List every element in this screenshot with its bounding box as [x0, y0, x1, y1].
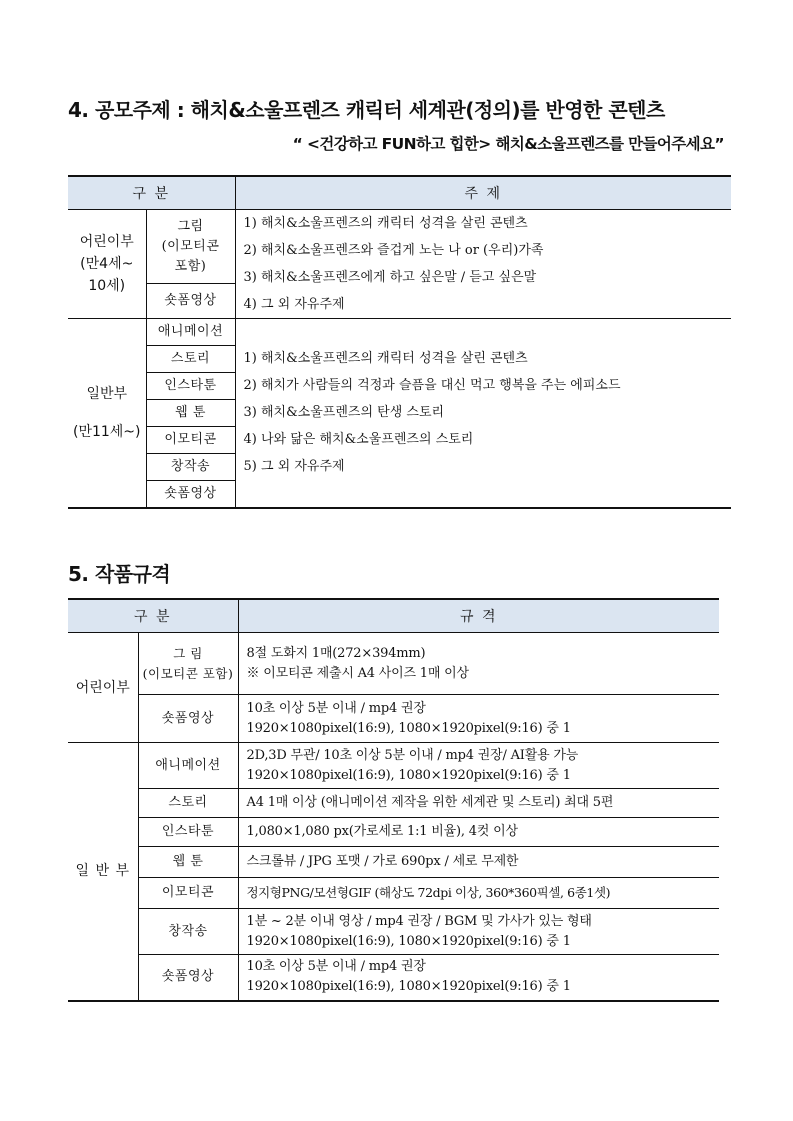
spec-header-category: 구 분	[68, 599, 238, 633]
spec-general-shortform: 숏폼영상	[138, 955, 238, 1001]
spec-general-instatoon: 인스타툰	[138, 818, 238, 847]
spec-general-shortform-desc: 10초 이상 5분 이내 / mp4 권장 1920×1080pixel(16:9), 1080×1920pixel(9:16) 중 1	[238, 955, 719, 1001]
spec-kids-shortform-desc: 10초 이상 5분 이내 / mp4 권장 1920×1080pixel(16:9), 1080×1920pixel(9:16) 중 1	[238, 695, 719, 743]
topic-table	[68, 175, 731, 509]
spec-table	[68, 598, 719, 1002]
topic-kids-drawing: 그림 (이모티콘 포함)	[146, 210, 235, 284]
spec-general-story: 스토리	[138, 789, 238, 818]
section5-title: 5. 작품규격	[68, 562, 171, 586]
section4-title: 4. 공모주제 : 해치&소울프렌즈 캐릭터 세계관(정의)를 반영한 콘텐츠	[68, 98, 665, 122]
topic-kids-shortform: 숏폼영상	[146, 284, 235, 319]
spec-general-animation: 애니메이션	[138, 743, 238, 789]
spec-general-instatoon-desc: 1,080×1,080 px(가로세로 1:1 비율), 4컷 이상	[238, 818, 719, 847]
spec-kids-drawing-desc: 8절 도화지 1매(272×394mm) ※ 이모티콘 제출시 A4 사이즈 1매 이상	[238, 633, 719, 695]
topic-general-group: 일반부 (만11세~)	[68, 319, 146, 508]
topic-kids-items: 1) 해치&소울프렌즈의 캐릭터 성격을 살린 콘텐츠 2) 해치&소울프렌즈와 즐겁게 노는 나 or (우리)가족 3) 해치&소울프렌즈에게 하고 싶은말 / 듣고 싶은말 4) 그 외 자유주제	[235, 210, 731, 319]
topic-header-category: 구 분	[68, 176, 235, 210]
topic-general-sub: 창작송	[146, 454, 235, 481]
section4-subtitle: “ <건강하고 FUN하고 힙한> 해치&소울프렌즈를 만들어주세요”	[292, 135, 724, 153]
spec-header-spec: 규 격	[238, 599, 719, 633]
topic-general-sub: 인스타툰	[146, 373, 235, 400]
spec-general-animation-desc: 2D,3D 무관/ 10초 이상 5분 이내 / mp4 권장/ AI활용 가능 1920×1080pixel(16:9), 1080×1920pixel(9:16) 중 1	[238, 743, 719, 789]
spec-general-emoticon: 이모티콘	[138, 878, 238, 909]
spec-kids-group: 어린이부	[68, 633, 138, 743]
spec-general-song: 창작송	[138, 909, 238, 955]
topic-general-sub: 스토리	[146, 346, 235, 373]
spec-general-song-desc: 1분 ~ 2분 이내 영상 / mp4 권장 / BGM 및 가사가 있는 형태 1920×1080pixel(16:9), 1080×1920pixel(9:16) 중 1	[238, 909, 719, 955]
spec-general-emoticon-desc: 정지형PNG/모션형GIF (해상도 72dpi 이상, 360*360픽셀, 6종1셋)	[238, 878, 719, 909]
topic-general-sub: 웹 툰	[146, 400, 235, 427]
spec-general-webtoon: 웹 툰	[138, 847, 238, 878]
spec-kids-shortform: 숏폼영상	[138, 695, 238, 743]
topic-general-sub: 이모티콘	[146, 427, 235, 454]
topic-general-items: 1) 해치&소울프렌즈의 캐릭터 성격을 살린 콘텐츠 2) 해치가 사람들의 걱정과 슬픔을 대신 먹고 행복을 주는 에피소드 3) 해치&소울프렌즈의 탄생 스토리 4) 나와 닮은 해치&소울프렌즈의 스토리 5) 그 외 자유주제	[235, 319, 731, 508]
topic-general-sub: 애니메이션	[146, 319, 235, 346]
topic-header-topic: 주 제	[235, 176, 731, 210]
topic-general-sub: 숏폼영상	[146, 481, 235, 508]
spec-kids-drawing: 그 림 (이모티콘 포함)	[138, 633, 238, 695]
spec-general-group: 일 반 부	[68, 743, 138, 1001]
spec-general-webtoon-desc: 스크롤뷰 / JPG 포맷 / 가로 690px / 세로 무제한	[238, 847, 719, 878]
spec-general-story-desc: A4 1매 이상 (애니메이션 제작을 위한 세계관 및 스토리) 최대 5편	[238, 789, 719, 818]
topic-kids-group: 어린이부 (만4세~ 10세)	[68, 210, 146, 319]
